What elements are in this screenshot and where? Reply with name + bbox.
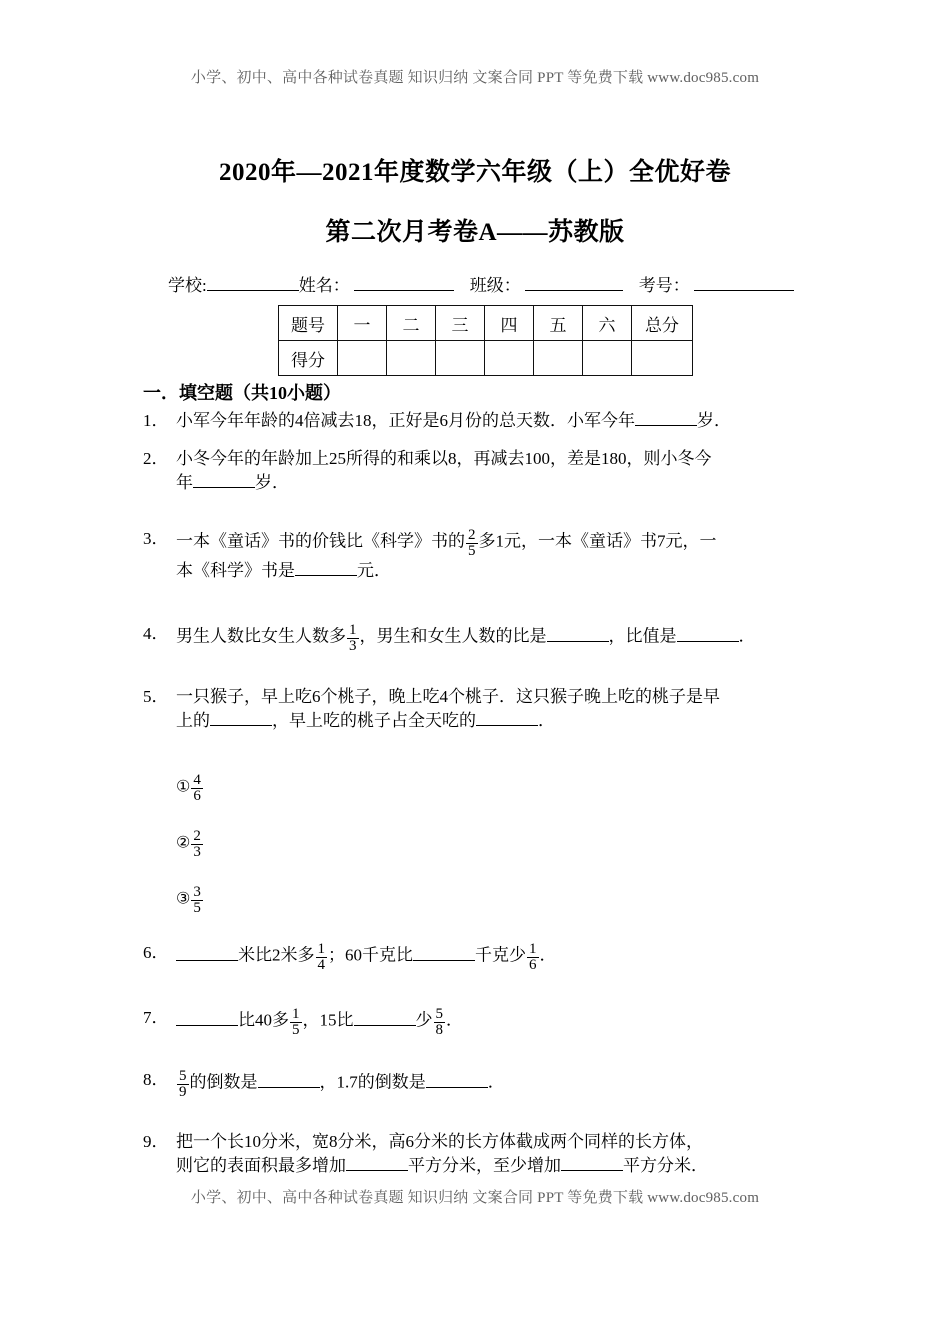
answer-blank[interactable] [346, 1170, 408, 1171]
question-number: 6． [143, 943, 169, 962]
question-text: 一只猴子，早上吃6个桃子，晚上吃4个桃子．这只猴子晚上吃的桃子是早 [176, 687, 720, 706]
score-table-column-header-2: 二 [387, 306, 436, 341]
question-line [176, 527, 823, 559]
option-marker: ③ [176, 890, 191, 908]
question-text: 的倒数是 [189, 1072, 258, 1092]
fraction-numerator: 3 [193, 883, 201, 900]
question-text: ，15比 [302, 1010, 354, 1030]
question-line [176, 447, 823, 471]
question-text: ，男生和女生人数的比是 [359, 626, 547, 646]
student-info-line [168, 271, 788, 296]
question-item [143, 941, 823, 973]
question-number: 1． [143, 411, 169, 430]
score-table-row-label-question-number: 题号 [279, 306, 338, 341]
question-body [176, 622, 823, 654]
fraction-numerator: 1 [349, 621, 357, 638]
fraction-numerator: 1 [317, 940, 325, 957]
exam-number-input[interactable] [694, 290, 794, 291]
question-item [143, 1068, 823, 1100]
question-item [143, 1130, 823, 1178]
question-body [176, 447, 823, 495]
question-text: 男生人数比女生人数多 [176, 626, 346, 646]
question-text: ． [538, 711, 555, 731]
score-cell-4[interactable] [485, 341, 534, 376]
score-cell-6[interactable] [583, 341, 632, 376]
score-cell-5[interactable] [534, 341, 583, 376]
fraction-denominator: 6 [529, 957, 537, 974]
score-table-column-header-3: 三 [436, 306, 485, 341]
answer-blank[interactable] [176, 1025, 238, 1026]
question-line [176, 941, 823, 973]
question-text: 多1元，一本《童话》书7元，一 [478, 531, 717, 551]
question-line [176, 622, 823, 654]
option-item[interactable] [176, 772, 204, 804]
question-text: 一本《童话》书的价钱比《科学》书的 [176, 531, 465, 551]
watermark-bottom: 小学、初中、高中各种试卷真题 知识归纳 文案合同 PPT 等免费下载 www.doc985.com [190, 1190, 760, 1206]
option-fraction [191, 829, 203, 861]
question-text: 把一个长10分米，宽8分米，高6分米的长方体截成两个同样的长方体， [176, 1132, 703, 1151]
question-text: 小冬今年的年龄加上25所得的和乘以8，再减去100，差是180，则小冬今 [176, 449, 712, 468]
answer-blank[interactable] [210, 725, 272, 726]
question-text: 本《科学》书是 [176, 560, 295, 580]
question-number: 3． [143, 529, 169, 548]
fraction-numerator: 4 [193, 771, 201, 788]
question-item [143, 1006, 823, 1038]
question-text: 年 [176, 473, 193, 493]
question-text: 比40多 [238, 1010, 289, 1030]
question-line [176, 1130, 823, 1154]
answer-blank[interactable] [677, 641, 739, 642]
question-text: ，早上吃的桃子占全天吃的 [272, 711, 476, 731]
fraction-numerator: 2 [193, 827, 201, 844]
score-cell-7[interactable] [632, 341, 693, 376]
fraction [177, 1069, 189, 1101]
score-cell-3[interactable] [436, 341, 485, 376]
option-marker: ② [176, 834, 191, 852]
watermark-top: 小学、初中、高中各种试卷真题 知识归纳 文案合同 PPT 等免费下载 www.doc985.com [190, 70, 760, 86]
score-cell-2[interactable] [387, 341, 436, 376]
fraction [290, 1007, 302, 1039]
answer-blank[interactable] [635, 425, 697, 426]
question-body [176, 941, 823, 973]
question-text: ． [539, 945, 557, 965]
page-title: 2020年—2021年度数学六年级（上）全优好卷 [218, 159, 731, 186]
fraction-denominator: 6 [193, 788, 201, 805]
score-table-column-header-5: 五 [534, 306, 583, 341]
question-text: ． [487, 1072, 505, 1092]
school-label: 学校: [168, 276, 207, 295]
fraction [466, 528, 478, 560]
option-item[interactable] [176, 884, 204, 916]
question-text: 岁． [255, 473, 289, 493]
question-text: 小军今年年龄的4倍减去18，正好是6月份的总天数．小军今年 [176, 411, 635, 430]
fraction [434, 1007, 446, 1039]
name-label: 姓名： [298, 276, 350, 295]
fraction-numerator: 5 [179, 1067, 187, 1084]
question-text: ；60千克比 [328, 945, 413, 965]
fraction-denominator: 4 [317, 957, 325, 974]
score-table-column-header-4: 四 [485, 306, 534, 341]
name-input[interactable] [354, 290, 454, 291]
question-number: 9． [143, 1132, 169, 1151]
fraction-denominator: 3 [193, 844, 201, 861]
question-number: 2． [143, 449, 169, 468]
question-body [176, 1130, 823, 1178]
question-text: ，1.7的倒数是 [319, 1072, 426, 1092]
question-line [176, 1006, 823, 1038]
fraction-denominator: 5 [193, 900, 201, 917]
question-text: 米比2米多 [238, 945, 315, 965]
fraction-numerator: 2 [468, 526, 476, 543]
question-number: 7． [143, 1008, 169, 1027]
question-line [176, 409, 823, 433]
exam-number-label: 考号： [638, 276, 690, 295]
question-text: 岁． [697, 411, 731, 430]
answer-blank[interactable] [258, 1087, 320, 1088]
answer-blank[interactable] [295, 575, 357, 576]
score-cell-1[interactable] [338, 341, 387, 376]
school-input[interactable] [207, 290, 299, 291]
question-line [176, 709, 823, 733]
score-table-column-header-6: 六 [583, 306, 632, 341]
option-marker: ① [176, 778, 191, 796]
question-body [176, 1068, 823, 1100]
fraction-denominator: 5 [292, 1022, 300, 1039]
question-text: ． [446, 1010, 463, 1030]
question-item [143, 409, 823, 433]
answer-blank[interactable] [561, 1170, 623, 1171]
answer-blank[interactable] [413, 960, 475, 961]
option-item[interactable] [176, 828, 204, 860]
answer-blank[interactable] [354, 1025, 416, 1026]
question-text: 平方分米，至少增加 [408, 1156, 561, 1176]
question-text: 则它的表面积最多增加 [176, 1156, 346, 1176]
fraction-numerator: 1 [529, 940, 537, 957]
fraction [527, 942, 539, 974]
question-text: 上的 [176, 711, 210, 731]
question-item [143, 447, 823, 495]
option-fraction [191, 885, 203, 917]
score-table-column-header-total: 总分 [632, 306, 693, 341]
fraction-denominator: 5 [468, 543, 476, 560]
question-text: 平方分米． [623, 1156, 708, 1176]
score-table-row-label-score: 得分 [279, 341, 338, 376]
question-body [176, 409, 823, 433]
class-input[interactable] [525, 290, 623, 291]
fraction-numerator: 5 [435, 1005, 443, 1022]
question-number: 5． [143, 687, 169, 706]
option-fraction [191, 773, 203, 805]
question-item [143, 622, 823, 654]
fraction-denominator: 3 [349, 638, 357, 655]
fraction-denominator: 9 [179, 1084, 187, 1101]
question-item [143, 685, 823, 733]
question-item [143, 527, 823, 583]
answer-blank[interactable] [547, 641, 609, 642]
class-label: 班级： [469, 276, 521, 295]
question-line [176, 685, 823, 709]
question-body [176, 527, 823, 583]
question-text: ． [738, 626, 756, 646]
score-table-column-header-1: 一 [338, 306, 387, 341]
question-line [176, 559, 823, 583]
section-heading-fill-in-blanks: 一．填空题（共10小题） [143, 383, 341, 403]
answer-blank[interactable] [476, 725, 538, 726]
question-text: 少 [415, 1010, 433, 1030]
question-text: 元． [357, 560, 391, 580]
answer-blank[interactable] [426, 1087, 488, 1088]
question-body [176, 685, 823, 733]
question-body [176, 1006, 823, 1038]
fraction [316, 942, 328, 974]
score-table [278, 305, 693, 376]
score-table-score-row [279, 341, 693, 376]
question-text: 千克少 [475, 945, 526, 965]
answer-blank[interactable] [176, 960, 238, 961]
question-number: 8． [143, 1070, 169, 1089]
question-line [176, 1068, 823, 1100]
question-line [176, 1154, 823, 1178]
fraction-numerator: 1 [292, 1005, 300, 1022]
question-number: 4． [143, 624, 169, 643]
fraction [347, 623, 359, 655]
page-subtitle: 第二次月考卷A——苏教版 [325, 219, 625, 246]
answer-blank[interactable] [193, 487, 255, 488]
score-table-header-row [279, 306, 693, 341]
fraction-denominator: 8 [435, 1022, 443, 1039]
question-text: ，比值是 [608, 626, 677, 646]
question-line [176, 471, 823, 495]
